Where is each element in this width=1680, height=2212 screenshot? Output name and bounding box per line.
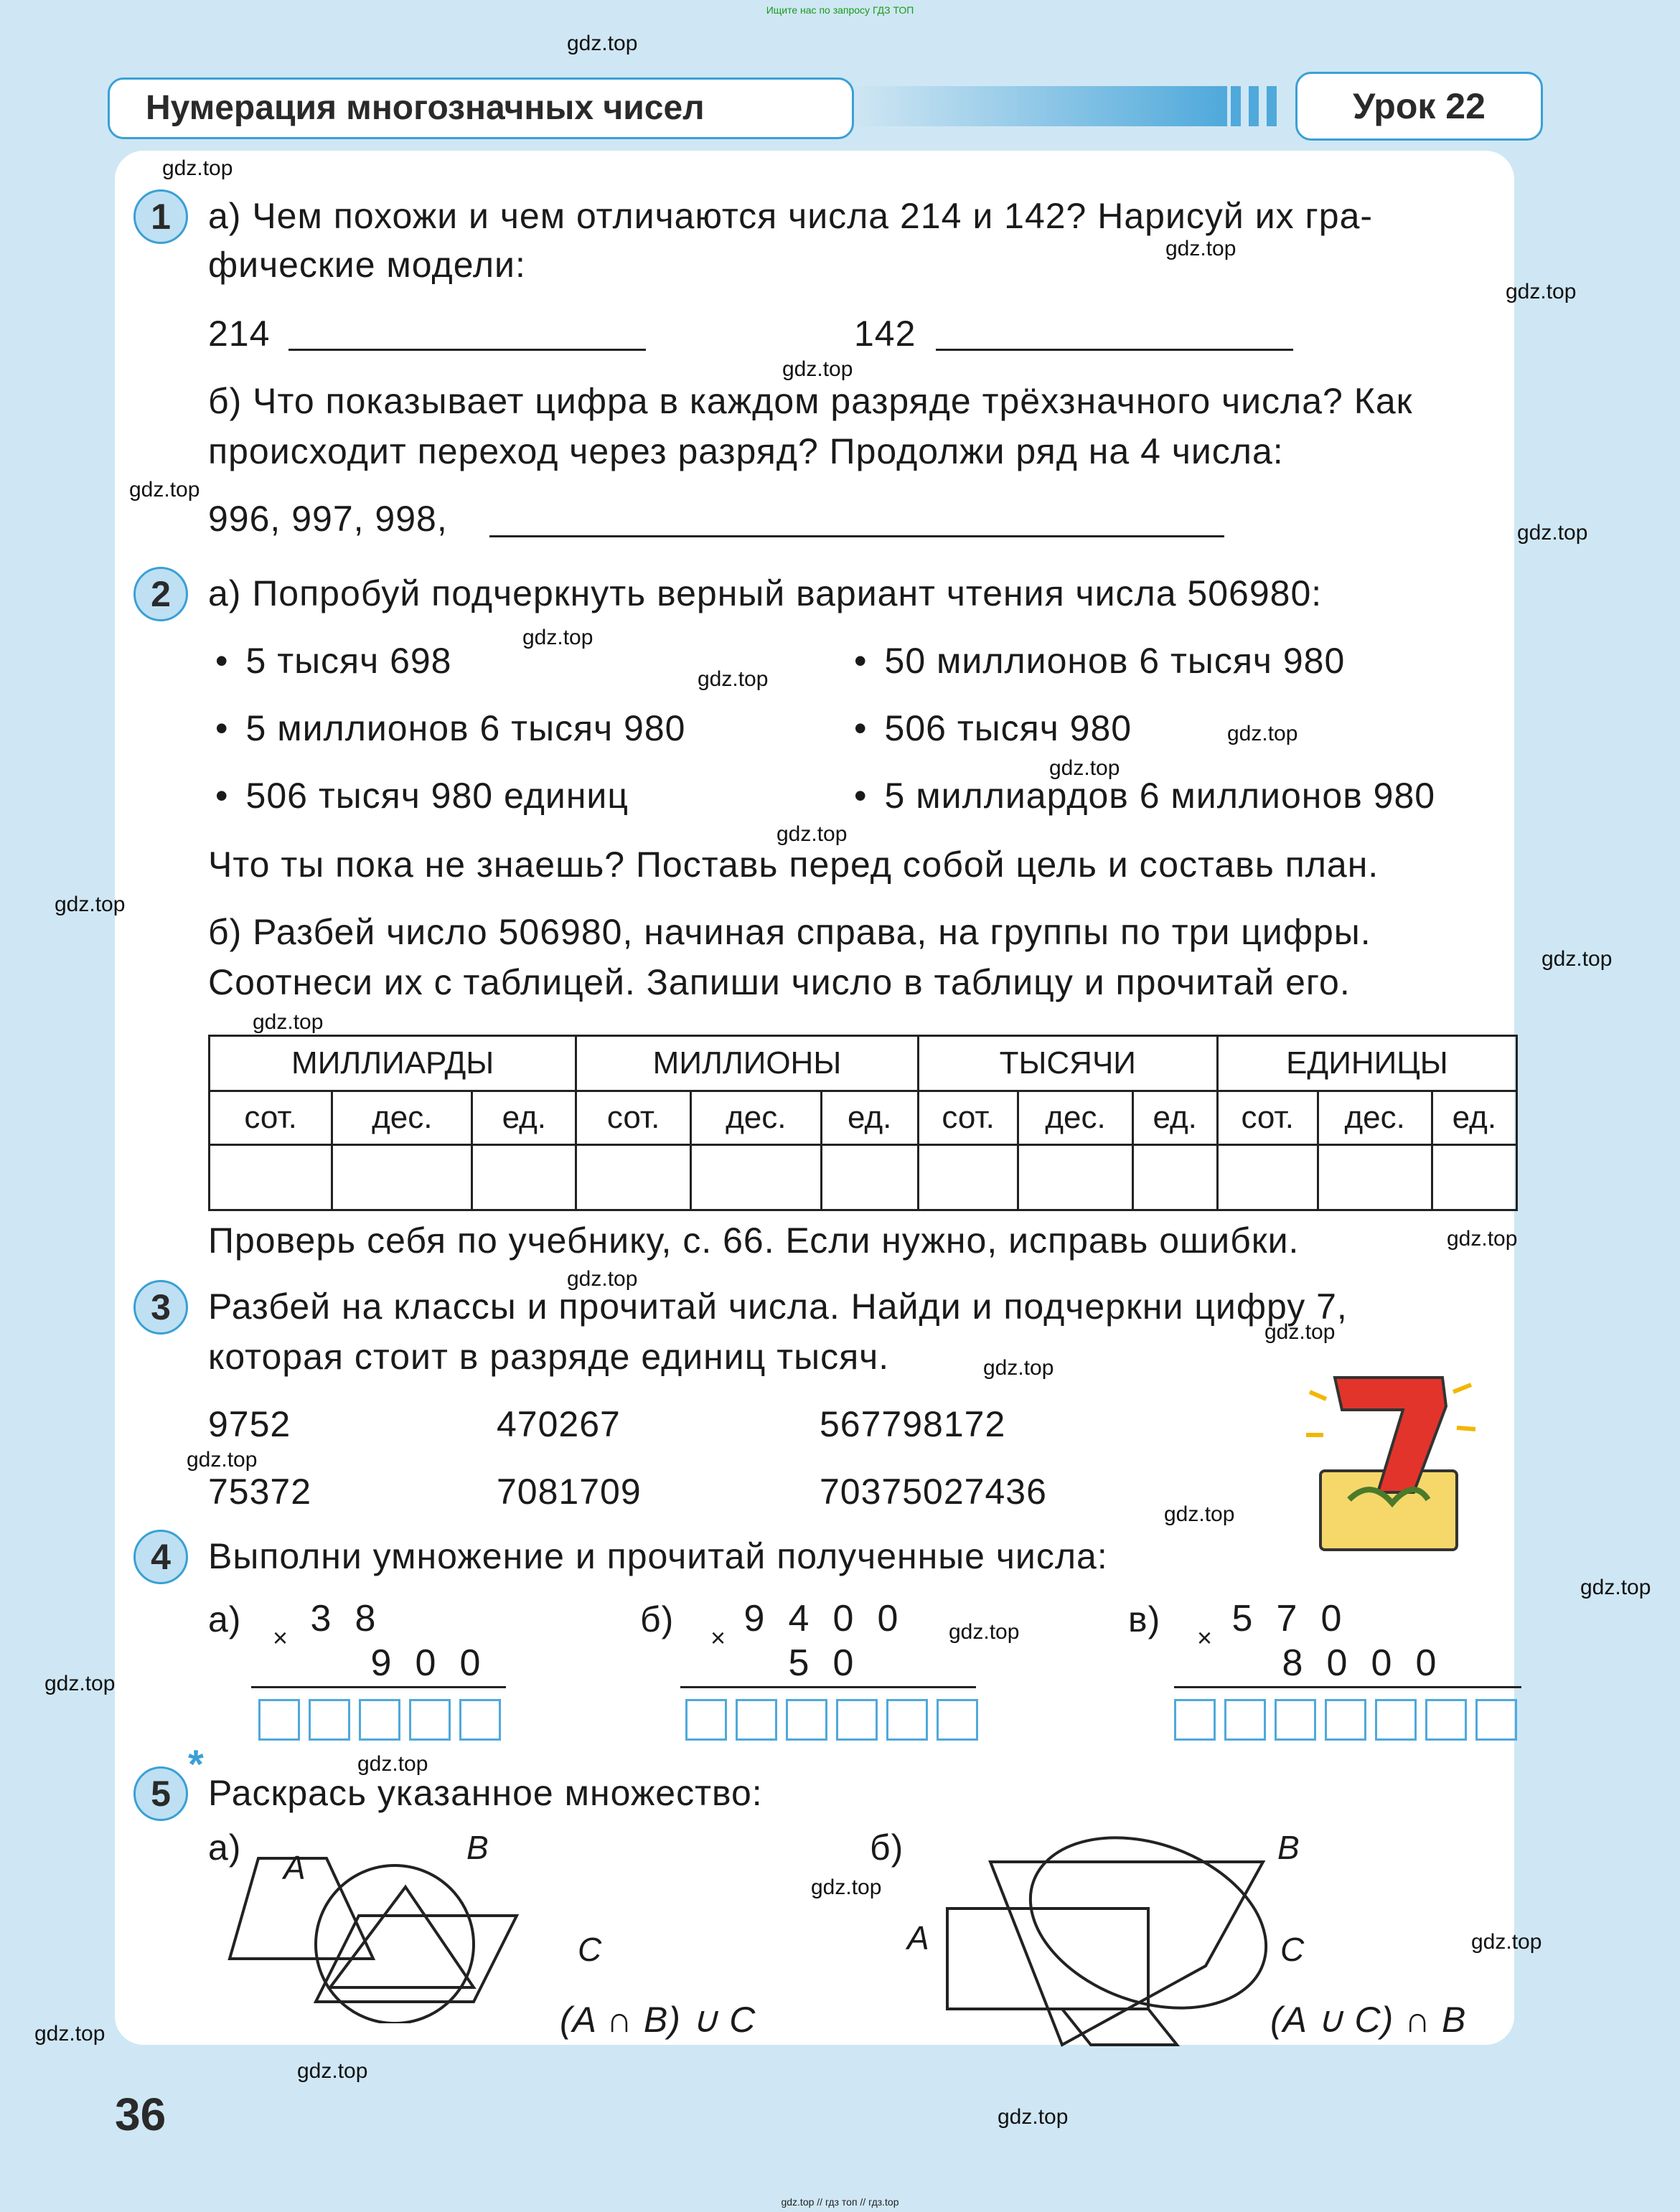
result-line: [1174, 1686, 1521, 1688]
watermark: gdz.top: [522, 626, 593, 649]
set-label: B: [466, 1829, 489, 1866]
watermark: gdz.top: [1049, 756, 1120, 780]
task5-text: Раскрась указанное множество:: [208, 1773, 763, 1813]
item-label: б): [870, 1827, 904, 1868]
times-sign: ×: [1197, 1623, 1213, 1652]
reading-option[interactable]: • 506 тысяч 980: [854, 707, 1132, 749]
multiplier: 5 0: [788, 1642, 854, 1684]
reading-option[interactable]: • 5 тысяч 698: [215, 640, 452, 682]
multiplier: 8 0 0 0: [1282, 1642, 1437, 1684]
watermark: gdz.top: [357, 1752, 428, 1776]
task-number: 2: [133, 567, 188, 621]
rank-header: ед.: [1432, 1091, 1516, 1145]
watermark: gdz.top: [1517, 521, 1588, 545]
page-title: Нумерация многозначных чисел: [108, 77, 854, 139]
bottom-note: gdz.top // гдз топ // гдз.top: [781, 2196, 899, 2208]
digit-cell[interactable]: [210, 1145, 332, 1210]
rank-header: ед.: [821, 1091, 918, 1145]
watermark: gdz.top: [1264, 1320, 1336, 1344]
rank-header: сот.: [918, 1091, 1018, 1145]
rank-header: сот.: [1217, 1091, 1318, 1145]
goal-question: Что ты пока не знаешь? Поставь перед собой цель и составь план.: [208, 844, 1379, 885]
watermark: gdz.top: [983, 1356, 1054, 1380]
set-label: C: [1280, 1931, 1305, 1968]
answer-line[interactable]: [936, 349, 1293, 351]
answer-line[interactable]: [489, 535, 1224, 537]
answer-line[interactable]: [288, 349, 646, 351]
watermark: gdz.top: [1447, 1227, 1518, 1251]
venn-diagram-b[interactable]: [933, 1822, 1306, 2052]
lesson-label: Урок 22: [1295, 72, 1543, 141]
item-label: в): [1128, 1599, 1161, 1639]
set-label: A: [283, 1849, 306, 1886]
watermark: gdz.top: [698, 667, 769, 691]
watermark: gdz.top: [162, 156, 233, 180]
watermark: gdz.top: [1541, 947, 1613, 971]
result-line: [680, 1686, 976, 1688]
task1-a-text: а) Чем похожи и чем отличаются числа 214 и 142? Нарисуй их гра-: [208, 196, 1374, 236]
watermark: gdz.top: [998, 2105, 1069, 2129]
watermark: gdz.top: [1471, 1930, 1542, 1954]
header-stripe: [1249, 86, 1259, 126]
class-header: МИЛЛИОНЫ: [576, 1036, 918, 1091]
task-number: 5: [133, 1766, 188, 1821]
multiplier: 9 0 0: [370, 1642, 481, 1684]
class-header: ТЫСЯЧИ: [918, 1036, 1217, 1091]
digit-cell[interactable]: [1318, 1145, 1432, 1210]
digit-cell[interactable]: [1432, 1145, 1516, 1210]
header-stripe: [1231, 86, 1241, 126]
number-item[interactable]: 470267: [497, 1404, 621, 1444]
task1-a-text: фические модели:: [208, 245, 526, 285]
reading-option[interactable]: • 50 миллионов 6 тысяч 980: [854, 640, 1345, 682]
watermark: gdz.top: [44, 1672, 116, 1695]
formula-b: (A ∪ C) ∩ B: [1270, 2000, 1467, 2040]
watermark: gdz.top: [34, 2022, 105, 2046]
task2-a-text: а) Попробуй подчеркнуть верный вариант чтения числа 506980:: [208, 573, 1323, 613]
rank-header: ед.: [1132, 1091, 1217, 1145]
number-series: 996, 997, 998,: [208, 499, 448, 539]
task4-text: Выполни умножение и прочитай полученные числа:: [208, 1536, 1108, 1576]
watermark: gdz.top: [1580, 1576, 1651, 1599]
seven-illustration: [1306, 1363, 1478, 1557]
answer-boxes[interactable]: [1174, 1699, 1526, 1744]
task3-text: Разбей на классы и прочитай числа. Найди и подчеркни цифру 7,: [208, 1286, 1348, 1327]
answer-boxes[interactable]: [258, 1699, 510, 1744]
reading-option[interactable]: • 5 миллионов 6 тысяч 980: [215, 707, 685, 749]
watermark: gdz.top: [1506, 280, 1577, 303]
number-item[interactable]: 567798172: [820, 1404, 1006, 1444]
watermark: gdz.top: [567, 1267, 638, 1291]
digit-cell[interactable]: [332, 1145, 472, 1210]
number-214: 214: [208, 314, 271, 354]
item-label: а): [208, 1599, 242, 1639]
header-bar: [854, 86, 1227, 126]
set-label: C: [578, 1931, 603, 1968]
digit-cell[interactable]: [821, 1145, 918, 1210]
item-label: б): [640, 1599, 675, 1639]
digit-cell[interactable]: [1132, 1145, 1217, 1210]
reading-option[interactable]: • 5 миллиардов 6 миллионов 980: [854, 775, 1435, 816]
task2-b-text: б) Разбей число 506980, начиная справа, на группы по три цифры.: [208, 912, 1371, 952]
digit-cell[interactable]: [690, 1145, 821, 1210]
task1-b-text: происходит переход через разряд? Продолжи ряд на 4 числа:: [208, 431, 1284, 471]
number-142: 142: [854, 314, 916, 354]
digit-cell[interactable]: [576, 1145, 691, 1210]
star-icon: *: [188, 1741, 205, 1787]
rank-header: сот.: [210, 1091, 332, 1145]
number-item[interactable]: 75372: [208, 1472, 312, 1512]
answer-boxes[interactable]: [685, 1699, 987, 1744]
task-number: 4: [133, 1530, 188, 1584]
task-number: 1: [133, 189, 188, 244]
watermark: gdz.top: [782, 357, 853, 381]
times-sign: ×: [273, 1623, 288, 1652]
task2-b-text: Соотнеси их с таблицей. Запиши число в таблицу и прочитай его.: [208, 962, 1351, 1002]
rank-header: дес.: [1018, 1091, 1132, 1145]
formula-a: (A ∩ B) ∪ C: [560, 2000, 756, 2040]
digit-cell[interactable]: [918, 1145, 1018, 1210]
watermark: gdz.top: [1165, 237, 1236, 260]
page-number: 36: [115, 2089, 166, 2140]
rank-header: ед.: [472, 1091, 576, 1145]
reading-option[interactable]: • 506 тысяч 980 единиц: [215, 775, 629, 816]
header-stripe: [1267, 86, 1277, 126]
digit-cell[interactable]: [1217, 1145, 1318, 1210]
rank-header: дес.: [1318, 1091, 1432, 1145]
digit-cell[interactable]: [472, 1145, 576, 1210]
watermark: gdz.top: [297, 2059, 368, 2083]
number-item[interactable]: 70375027436: [820, 1472, 1047, 1512]
set-a-shape[interactable]: [947, 1909, 1148, 2009]
number-item[interactable]: 7081709: [497, 1472, 642, 1512]
watermark: gdz.top: [253, 1010, 324, 1034]
item-label: а): [208, 1827, 242, 1868]
set-b-shape[interactable]: [316, 1865, 474, 2023]
watermark: gdz.top: [55, 893, 126, 916]
task-number: 3: [133, 1280, 188, 1335]
watermark: gdz.top: [811, 1876, 882, 1899]
class-header: МИЛЛИАРДЫ: [210, 1036, 576, 1091]
check-text: Проверь себя по учебнику, с. 66. Если нужно, исправь ошибки.: [208, 1220, 1300, 1261]
watermark: gdz.top: [567, 32, 638, 55]
watermark: gdz.top: [129, 478, 200, 502]
top-note: Ищите нас по запросу ГДЗ ТОП: [766, 4, 914, 16]
rank-header: дес.: [690, 1091, 821, 1145]
class-header: ЕДИНИЦЫ: [1217, 1036, 1516, 1091]
triangle-shape[interactable]: [330, 1887, 474, 1987]
watermark: gdz.top: [1227, 722, 1298, 745]
number-item[interactable]: 9752: [208, 1404, 291, 1444]
result-line: [251, 1686, 506, 1688]
rank-header: сот.: [576, 1091, 691, 1145]
set-label: A: [907, 1919, 930, 1957]
watermark: gdz.top: [949, 1620, 1020, 1644]
place-value-table: [208, 1035, 1518, 1211]
times-sign: ×: [710, 1623, 726, 1652]
rank-header: дес.: [332, 1091, 472, 1145]
set-label: B: [1277, 1829, 1300, 1866]
multiplicand: 5 7 0: [1231, 1598, 1342, 1639]
watermark: gdz.top: [187, 1448, 258, 1472]
multiplicand: 9 4 0 0: [743, 1598, 898, 1639]
watermark: gdz.top: [776, 822, 848, 846]
multiplicand: 3 8: [310, 1598, 376, 1639]
venn-diagram-a[interactable]: [215, 1837, 617, 2023]
watermark: gdz.top: [1164, 1502, 1235, 1526]
task3-text: которая стоит в разряде единиц тысяч.: [208, 1337, 890, 1377]
digit-cell[interactable]: [1018, 1145, 1132, 1210]
task1-b-text: б) Что показывает цифра в каждом разряде трёхзначного числа? Как: [208, 381, 1413, 421]
